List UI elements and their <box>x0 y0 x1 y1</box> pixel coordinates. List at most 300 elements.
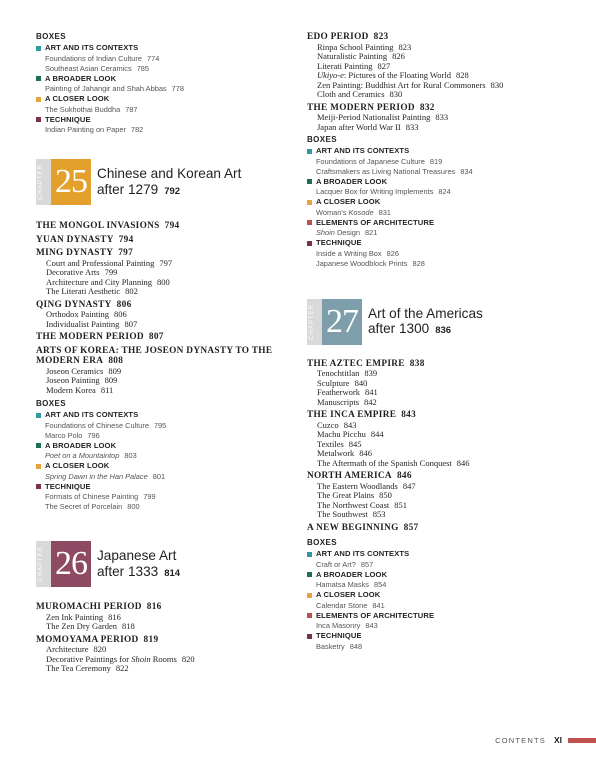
chapter-tab <box>36 541 51 587</box>
box-row <box>36 461 298 472</box>
box-row <box>307 197 587 208</box>
subsection-text: The Tea Ceremony <box>46 663 111 673</box>
section-title: NORTH AMERICA <box>307 471 392 481</box>
box-entry-italic: Poet on a Mountaintop <box>45 451 120 460</box>
page-number: 828 <box>412 258 425 268</box>
subsection-text: Individualist Painting <box>46 318 120 329</box>
page-number: 806 <box>114 309 127 319</box>
box-entry[interactable] <box>316 208 587 218</box>
page-number: 846 <box>456 457 470 468</box>
purple-square-icon <box>36 484 41 489</box>
teal-square-icon <box>36 46 41 51</box>
page-number: 842 <box>364 396 377 407</box>
green-square-icon <box>36 443 41 448</box>
box-item <box>36 441 298 462</box>
box-entry-text: Lacquer Box for Writing Implements <box>316 187 434 196</box>
chapter-header[interactable] <box>307 299 587 345</box>
subsection-text: The Northwest Coast <box>317 499 390 510</box>
page-number: 803 <box>124 451 137 460</box>
box-entry-text: Formats of Chinese Painting <box>45 492 139 501</box>
page-number: 816 <box>108 611 121 622</box>
box-row <box>307 177 587 188</box>
box-category-label: A CLOSER LOOK <box>45 461 110 470</box>
section-title: MUROMACHI PERIOD <box>36 602 142 612</box>
subsection-text: : Pictures of the Floating World <box>343 70 451 80</box>
page-number: 796 <box>87 430 100 440</box>
box-item <box>307 590 587 611</box>
page-number: 844 <box>370 429 384 439</box>
sections <box>36 221 298 395</box>
sections <box>36 602 298 674</box>
chapter-tab <box>307 299 322 345</box>
chapter-title-line2: after 1333 <box>97 563 159 579</box>
box-category-label: A BROADER LOOK <box>45 73 117 83</box>
chapter-title <box>97 166 241 199</box>
page-number: 792 <box>164 185 181 197</box>
boxes-section <box>36 399 298 512</box>
page-number: 806 <box>116 299 132 310</box>
subsection-text: The Aftermath of the Spanish Conquest <box>317 457 452 468</box>
page-number: 840 <box>354 377 368 388</box>
page-number: 843 <box>365 621 378 630</box>
box-category-label: TECHNIQUE <box>45 481 91 491</box>
box-entry-text: Inca Masonry <box>316 621 361 630</box>
boxes-heading: BOXES <box>36 399 67 408</box>
box-entry-text: Woman's <box>316 207 349 217</box>
section-title: QING DYNASTY <box>36 299 112 310</box>
box-entry-italic: Kosode <box>348 207 374 217</box>
subsection-text: Architecture and City Planning <box>46 276 152 287</box>
subsection-item[interactable] <box>46 287 298 297</box>
purple-square-icon <box>307 634 312 639</box>
page-number: 851 <box>394 499 407 510</box>
chapter-title-line1: Japanese Art <box>97 548 177 563</box>
page-number: 820 <box>93 644 107 654</box>
chapter-header[interactable] <box>36 159 298 205</box>
subsection-item[interactable] <box>317 440 587 450</box>
box-category-label: TECHNIQUE <box>45 114 91 124</box>
subsection-item[interactable] <box>46 664 298 674</box>
chapter-title-line2: after 1279 <box>97 181 159 197</box>
box-row <box>36 441 298 452</box>
chapter-number: 25 <box>51 159 91 205</box>
box-entry[interactable] <box>316 560 587 570</box>
toc-section <box>307 471 587 520</box>
page-number: 814 <box>164 567 181 579</box>
chapter-title-line1: Art of the Americas <box>368 305 483 321</box>
box-row <box>36 74 298 85</box>
page-number: 830 <box>389 89 403 99</box>
box-entry-italic: Spring Dawn in the Han Palace <box>45 471 148 481</box>
subsection-text: Literati Painting <box>317 60 373 71</box>
box-row <box>36 482 298 493</box>
subsection-text: Rooms <box>150 653 177 664</box>
subsection-item[interactable] <box>317 398 587 408</box>
chapter-number: 27 <box>322 299 362 345</box>
box-entry-text: The Secret of Porcelain <box>45 502 123 511</box>
green-square-icon <box>307 572 312 577</box>
box-entry[interactable] <box>45 125 298 135</box>
chapter-tab-label: CHAPTER <box>38 546 44 582</box>
page-number: 797 <box>118 248 134 258</box>
orange-square-icon <box>36 97 41 102</box>
box-category-label: A CLOSER LOOK <box>45 94 110 103</box>
toc-section <box>307 523 587 534</box>
green-square-icon <box>36 76 41 81</box>
box-entry[interactable] <box>316 167 587 177</box>
box-category-label: A BROADER LOOK <box>316 176 388 186</box>
page-number: 823 <box>398 41 412 52</box>
box-entry[interactable] <box>316 187 587 197</box>
box-item <box>36 94 298 115</box>
page-number: 799 <box>104 267 118 277</box>
box-category-label: A CLOSER LOOK <box>316 590 381 599</box>
page-number: 838 <box>409 358 425 369</box>
teal-square-icon <box>307 149 312 154</box>
subsection-item[interactable] <box>46 622 298 632</box>
box-item <box>307 146 587 177</box>
page-number: 826 <box>392 51 405 61</box>
page-number: 807 <box>124 318 138 329</box>
box-entry[interactable] <box>316 621 587 631</box>
page-number: 782 <box>130 125 144 134</box>
chapter-tab-label: CHAPTER <box>38 164 44 200</box>
section-heading[interactable] <box>307 410 587 421</box>
footer-label: CONTENTS <box>495 735 546 745</box>
box-entry-text: Southeast Asian Ceramics <box>45 63 132 73</box>
box-item <box>307 177 587 198</box>
page-number: 822 <box>115 663 129 673</box>
subsection-text: The Eastern Woodlands <box>317 480 398 491</box>
purple-square-icon <box>307 241 312 246</box>
page-number: 801 <box>152 471 166 481</box>
box-entry-text: Hamatsa Masks <box>316 580 369 589</box>
box-entry-text: Marco Polo <box>45 430 83 440</box>
page-number: 833 <box>405 121 419 132</box>
box-row <box>307 611 587 622</box>
page-number: 802 <box>125 286 138 296</box>
page-number: 809 <box>108 365 122 376</box>
subsection-text: Manuscripts <box>317 396 360 407</box>
box-entry[interactable] <box>316 580 587 590</box>
page-number: 828 <box>455 70 469 80</box>
box-entry-text: Foundations of Indian Culture <box>45 53 142 63</box>
box-entry-italic: Shoin <box>316 228 335 237</box>
page-number: 850 <box>379 490 392 500</box>
page-number: 848 <box>349 641 363 651</box>
box-item <box>36 43 298 74</box>
section-title: YUAN DYNASTY <box>36 234 114 245</box>
page-number: 857 <box>360 559 374 569</box>
page-number: 807 <box>148 332 164 342</box>
subsection-text: The Literati Aesthetic <box>46 286 121 296</box>
page-number: 795 <box>153 420 167 430</box>
box-category-label: A BROADER LOOK <box>316 569 388 579</box>
box-row <box>307 590 587 601</box>
teal-square-icon <box>307 552 312 557</box>
left-column <box>36 32 298 677</box>
subsection-text: Japan after World War II <box>317 121 401 132</box>
page-number: 799 <box>143 492 156 501</box>
section-heading[interactable] <box>307 523 587 534</box>
subsection-item[interactable] <box>317 459 587 469</box>
subsection-text: Rinpa School Painting <box>317 41 394 52</box>
box-category-label: ART AND ITS CONTEXTS <box>316 549 410 558</box>
page-number: 831 <box>378 207 391 217</box>
box-category-label: ELEMENTS OF ARCHITECTURE <box>316 217 435 227</box>
section-heading[interactable] <box>36 346 298 367</box>
sections <box>307 359 587 534</box>
page-number: 846 <box>396 471 412 481</box>
box-row <box>307 549 587 560</box>
box-entry-text: The Sukhothai Buddha <box>45 104 121 114</box>
chapter-header[interactable] <box>36 541 298 587</box>
sections <box>307 32 587 132</box>
box-entry[interactable] <box>316 249 587 259</box>
subsection-text: Decorative Arts <box>46 267 100 277</box>
section-title: THE MONGOL INVASIONS <box>36 221 160 231</box>
section-title: MING DYNASTY <box>36 248 114 258</box>
box-entry[interactable] <box>45 502 298 512</box>
box-item <box>36 115 298 136</box>
box-entry-text: Calendar Stone <box>316 600 368 610</box>
section-title: THE INCA EMPIRE <box>307 410 397 420</box>
box-entry-text: Craft or Art? <box>316 559 356 569</box>
page-number: 834 <box>460 166 473 176</box>
subsection-text: Textiles <box>317 438 344 449</box>
page-number: 832 <box>419 102 435 113</box>
box-entry-text: Painting of Jahangir and Shah Abbas <box>45 84 167 93</box>
box-item <box>36 482 298 513</box>
page-number: 830 <box>490 79 504 90</box>
box-entry[interactable] <box>316 642 587 652</box>
box-category-label: ART AND ITS CONTEXTS <box>45 410 139 419</box>
section-heading[interactable] <box>36 221 298 232</box>
box-entry[interactable] <box>316 228 587 238</box>
green-square-icon <box>307 179 312 184</box>
box-entry[interactable] <box>45 84 298 94</box>
box-category-label: TECHNIQUE <box>316 631 362 640</box>
subsection-text: Zen Ink Painting <box>46 611 104 622</box>
page-number: 821 <box>364 228 378 237</box>
chapter-tab-label: CHAPTER <box>309 303 315 340</box>
subsection-item[interactable] <box>317 90 587 100</box>
box-row <box>307 570 587 581</box>
page-number: 808 <box>108 356 124 366</box>
box-item <box>36 461 298 482</box>
page-number: 841 <box>364 387 378 397</box>
box-item <box>307 631 587 652</box>
boxes-section <box>36 32 298 135</box>
box-item <box>36 410 298 441</box>
page-number: 843 <box>343 419 357 430</box>
boxes-section <box>307 135 587 269</box>
page-number: 818 <box>122 621 135 631</box>
toc-section <box>36 235 298 246</box>
red-square-icon <box>307 220 312 225</box>
box-entry[interactable] <box>45 54 298 64</box>
subsection-text: The Zen Dry Garden <box>46 621 118 631</box>
page-number: 819 <box>143 634 159 645</box>
subsection-text: Court and Professional Painting <box>46 257 155 268</box>
subsection-text: Joseon Ceramics <box>46 365 104 376</box>
box-category-label: A BROADER LOOK <box>45 440 117 450</box>
page-number: 839 <box>364 368 378 378</box>
page-number: 819 <box>429 156 443 166</box>
box-row <box>307 146 587 157</box>
box-entry[interactable] <box>45 431 298 441</box>
subsection-italic: Shoin <box>131 653 151 664</box>
section-title-cont: MODERN ERA <box>36 356 104 366</box>
box-entry-text: Foundations of Chinese Culture <box>45 420 149 430</box>
right-column <box>307 32 587 652</box>
toc-section <box>307 103 587 133</box>
section-heading[interactable] <box>36 235 298 246</box>
toc-section <box>36 221 298 232</box>
page-number: XI <box>553 735 562 745</box>
subsection-text: Joseon Painting <box>46 375 100 385</box>
page-number: 816 <box>146 602 162 612</box>
page-number: 833 <box>435 112 449 122</box>
orange-square-icon <box>307 200 312 205</box>
page-number: 824 <box>438 187 451 196</box>
subsection-italic: Ukiyo-e <box>317 70 344 80</box>
chapter-number: 26 <box>51 541 91 587</box>
subsection-text: Orthodox Painting <box>46 309 110 319</box>
box-entry-text: Inside a Writing Box <box>316 248 382 258</box>
chapter-tab <box>36 159 51 205</box>
toc-section <box>307 32 587 100</box>
box-row <box>36 43 298 54</box>
section-title: ARTS OF KOREA: THE JOSEON DYNASTY TO THE <box>36 345 273 356</box>
page-number: 843 <box>401 410 417 420</box>
subsection-text: Metalwork <box>317 448 355 458</box>
subsection-text: Machu Picchu <box>317 429 366 439</box>
box-entry[interactable] <box>316 259 587 269</box>
footer-color-bar <box>568 738 596 743</box>
box-item <box>307 197 587 218</box>
page-number: 823 <box>373 32 389 42</box>
subsection-text: The Southwest <box>317 509 368 519</box>
red-square-icon <box>307 613 312 618</box>
box-entry[interactable] <box>45 451 298 461</box>
toc-section <box>36 635 298 674</box>
box-item <box>307 549 587 570</box>
box-row <box>36 115 298 126</box>
box-entry[interactable] <box>45 472 298 482</box>
section-title: THE AZTEC EMPIRE <box>307 358 405 369</box>
boxes-heading: BOXES <box>307 135 338 144</box>
subsection-item[interactable] <box>317 510 587 520</box>
page-number: 836 <box>435 325 452 336</box>
page-number: 800 <box>127 502 140 511</box>
box-row <box>307 238 587 249</box>
box-category-label: ART AND ITS CONTEXTS <box>45 43 139 52</box>
box-item <box>307 611 587 632</box>
box-row <box>307 218 587 229</box>
page-number: 797 <box>159 257 173 268</box>
box-row <box>307 631 587 642</box>
box-category-label: ART AND ITS CONTEXTS <box>316 146 410 155</box>
page-number: 774 <box>146 53 160 63</box>
page-number: 853 <box>372 509 386 519</box>
chapter-title <box>368 306 483 339</box>
subsection-item[interactable] <box>46 320 298 330</box>
box-entry[interactable] <box>45 492 298 502</box>
box-entry-text: Basketry <box>316 641 345 651</box>
page-number: 820 <box>181 653 195 664</box>
toc-section <box>36 248 298 297</box>
teal-square-icon <box>36 413 41 418</box>
page-number: 826 <box>386 248 399 258</box>
subsection-text: Decorative Paintings for <box>46 653 132 664</box>
subsection-item[interactable] <box>46 386 298 396</box>
subsection-text: Sculpture <box>317 377 350 388</box>
page-number: 778 <box>171 84 184 93</box>
box-item <box>307 218 587 239</box>
box-entry[interactable] <box>45 105 298 115</box>
box-entry-text: Japanese Woodblock Prints <box>316 258 408 268</box>
page-number: 809 <box>104 375 118 385</box>
boxes-heading: BOXES <box>36 32 67 41</box>
boxes-heading: BOXES <box>307 538 338 547</box>
subsection-item[interactable] <box>317 123 587 133</box>
page-number: 841 <box>372 600 385 610</box>
chapter-title <box>97 548 180 581</box>
subsection-text: Featherwork <box>317 387 360 397</box>
box-entry-text: Foundations of Japanese Culture <box>316 156 425 166</box>
box-entry-text: Design <box>334 228 360 237</box>
purple-square-icon <box>36 117 41 122</box>
chapter-title-line2: after 1300 <box>368 321 430 336</box>
page-number: 854 <box>373 580 387 589</box>
subsection-text: Cuzco <box>317 419 339 430</box>
subsection-text: Architecture <box>46 644 89 654</box>
box-entry[interactable] <box>316 157 587 167</box>
box-entry[interactable] <box>45 421 298 431</box>
boxes-section <box>307 538 587 652</box>
section-title: MOMOYAMA PERIOD <box>36 634 139 645</box>
subsection-text: The Great Plains <box>317 490 375 500</box>
box-item <box>307 238 587 269</box>
box-entry[interactable] <box>45 64 298 74</box>
page-number: 787 <box>125 104 138 114</box>
toc-section <box>36 346 298 396</box>
toc-section <box>307 359 587 408</box>
section-title: A NEW BEGINNING <box>307 522 399 533</box>
toc-section <box>36 300 298 330</box>
page-number: 794 <box>118 234 134 245</box>
box-category-label: A CLOSER LOOK <box>316 197 381 206</box>
page-footer <box>495 735 596 745</box>
subsection-text: Modern Korea <box>46 384 96 395</box>
section-title: THE MODERN PERIOD <box>36 332 144 342</box>
box-entry-text: Craftsmakers as Living National Treasures <box>316 166 456 176</box>
page-number: 847 <box>402 480 416 491</box>
page-number: 794 <box>164 221 180 231</box>
page-number: 811 <box>100 384 114 395</box>
box-entry[interactable] <box>316 601 587 611</box>
orange-square-icon <box>307 593 312 598</box>
box-row <box>36 410 298 421</box>
section-heading[interactable] <box>36 332 298 343</box>
box-item <box>307 570 587 591</box>
toc-section <box>307 410 587 468</box>
page-number: 785 <box>136 63 150 73</box>
subsection-text: Zen Painting: Buddhist Art for Rural Commoners <box>317 79 486 90</box>
subsection-text: Tenochtitlan <box>317 368 360 378</box>
chapter-title-line1: Chinese and Korean Art <box>97 166 242 181</box>
